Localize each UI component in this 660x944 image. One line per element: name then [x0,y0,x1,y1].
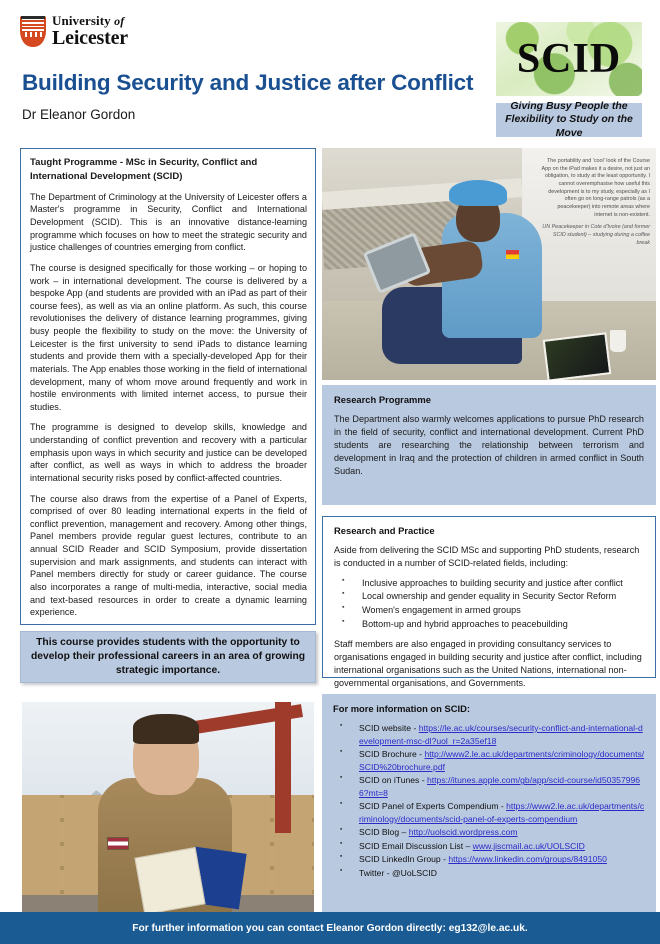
leicester-word: Leicester [52,27,128,49]
list-item [333,867,645,880]
student-quote-overlay [536,156,652,250]
list-item [333,722,645,747]
page-title: Building Security and Justice after Conflict [22,70,474,95]
scid-logo-text: SCID [516,36,622,82]
taught-paragraph-4: The course also draws from the expertise of a Panel of Experts, comprised of over 80 leading international experts in the field of conflict prevention, management and recovery. Among other things, Panel members provide regular guest lectures, contribute to an annual SCID Reader and SCID Symposium, provide dissertation supervision and mark assignments, and students can interact with Panel members directly for study or career guidance. The course also incorporates a range of multi-media, interactive, social media and text-based resources in order to create a dynamic learning experience. [30,493,307,618]
research-practice-bullet-list [334,577,644,632]
twitter-handle: Twitter - @UoLSCID [359,868,437,879]
taught-paragraph-1: The Department of Criminology at the University of Leicester offers a Master's programme in Security, Conflict and International Development (SCID). This is an innovative distance-learning programme which focuses on how to meet the strategic security and justice challenges of countries emerging from conflict. [30,191,307,253]
research-programme-heading: Research Programme [334,394,431,405]
link-label: SCID on iTunes - [359,775,427,786]
student-quote-text: The portability and 'cool' look of the Course App on the iPad makes it a desire, not just an obligation, to study at the least opportunity. I cannot overemphasise how useful this development is to my study, especially as I often go on long-range patrols (as a peacekeeper) into remote areas where internet is non-existent. [541,158,650,218]
list-item: ▪ Women's engagement in armed groups [334,604,644,618]
link-label: SCID Panel of Experts Compendium - [359,801,507,812]
link-label: SCID Email Discussion List – [359,840,473,851]
research-programme-box [322,385,656,505]
scid-panel-compendium-link[interactable]: https://www2.le.ac.uk/departments/criminology/documents/scid-panel-of-experts-compendium [359,801,645,824]
more-information-heading: For more information on SCID: [333,703,470,714]
taught-paragraph-3: The programme is designed to develop skills, knowledge and understanding of conflict prevention and recovery with a particular emphasis upon ways in which security and justice can be developed after conflict, as well as ways in which to address the broader international security risks posed by conflict-affected countries. [30,422,307,483]
list-item: ▪ Bottom-up and hybrid approaches to peacebuilding [334,618,644,632]
author-name: Dr Eleanor Gordon [22,107,136,122]
contact-footer-bar [0,912,660,944]
scid-website-link[interactable]: https://le.ac.uk/courses/security-conflict-and-international-development-msc-dl?uol_r=2a35ef18 [359,723,643,746]
taught-paragraph-2: The course is designed specifically for those working – or hoping to work – in international development. The course is delivered by a bespoke App (and students are provided with an iPad as part of their course fees), as well as via an online platform. As such, this course revolutionises the delivery of distance learning programmes, giving busy people the flexibility to study on the move: the University of Leicester is the first university to send iPads to distance learning students and provide them with a specially-developed App for their materials. The App enables those working in the field of international development, many of whom move around frequently and work in hostile environments with limited internet access, to pursue their studies. [30,262,307,412]
leicester-crest-icon [20,16,46,47]
list-item [333,853,645,866]
taught-programme-heading: Taught Programme - MSc in Security, Conflict and International Development (SCID) [30,157,258,182]
scid-logo [496,22,642,96]
research-practice-intro: Aside from delivering the SCID MSc and supporting PhD students, research is conducted in a number of SCID-related fields, including: [334,545,640,568]
university-of-leicester-logo [20,14,128,48]
list-item: ▪ Local ownership and gender equality in Security Sector Reform [334,590,644,604]
list-item: ▪ Inclusive approaches to building security and justice after conflict [334,577,644,591]
research-and-practice-box [322,516,656,689]
list-item [333,774,645,799]
scid-blog-link[interactable]: http://uolscid.wordpress.com [408,827,518,838]
soldier-reading-photo [22,702,314,914]
link-label: SCID Brochure - [359,749,425,760]
research-practice-outro: Staff members are also engaged in providing consultancy services to organisations engaged in building security and justice after conflict, including international organisations such as the United Nations, international non-governmental organisations, and Governments. [334,639,642,689]
more-information-link-list [333,722,645,880]
taught-programme-box [20,148,316,625]
of-word: of [114,14,125,28]
scid-itunes-link[interactable]: https://itunes.apple.com/gb/app/scid-course/id503579966?mt=8 [359,775,641,798]
scid-email-list-link[interactable]: www.jiscmail.ac.uk/UOLSCID [472,840,585,851]
list-item [333,800,645,825]
list-item [333,826,645,839]
link-label: SCID LinkedIn Group - [359,854,449,865]
student-quote-attribution: UN Peacekeeper in Cote d'Ivoire (and former SCID student) – studying during a coffee break [542,224,650,247]
link-label: SCID website - [359,723,419,733]
peacekeeper-ipad-photo [322,148,656,380]
highlight-callout-box: This course provides students with the opportunity to develop their professional careers in an area of growing strategic importance. [20,631,316,683]
list-item [333,748,645,773]
research-practice-heading: Research and Practice [334,525,435,536]
university-word: University [52,13,111,28]
footer-contact-text: For further information you can contact Eleanor Gordon directly: eg132@le.ac.uk. [132,922,528,934]
link-label: SCID Blog – [359,827,409,838]
list-item [333,840,645,853]
scid-tagline: Giving Busy People the Flexibility to Study on the Move [496,103,642,137]
poster-header [0,0,660,140]
scid-brochure-link[interactable]: http://www2.le.ac.uk/departments/criminology/documents/SCID%20brochure.pdf [359,749,645,772]
research-programme-body: The Department also warmly welcomes applications to pursue PhD research in the field of security, conflict and international development. Current PhD students are researching the relationship between terrorism and development in Iraq and the protection of children in armed conflict in South Sudan. [334,414,644,476]
more-information-box [322,694,656,912]
scid-linkedin-link[interactable]: https://www.linkedin.com/groups/8491050 [448,854,607,865]
